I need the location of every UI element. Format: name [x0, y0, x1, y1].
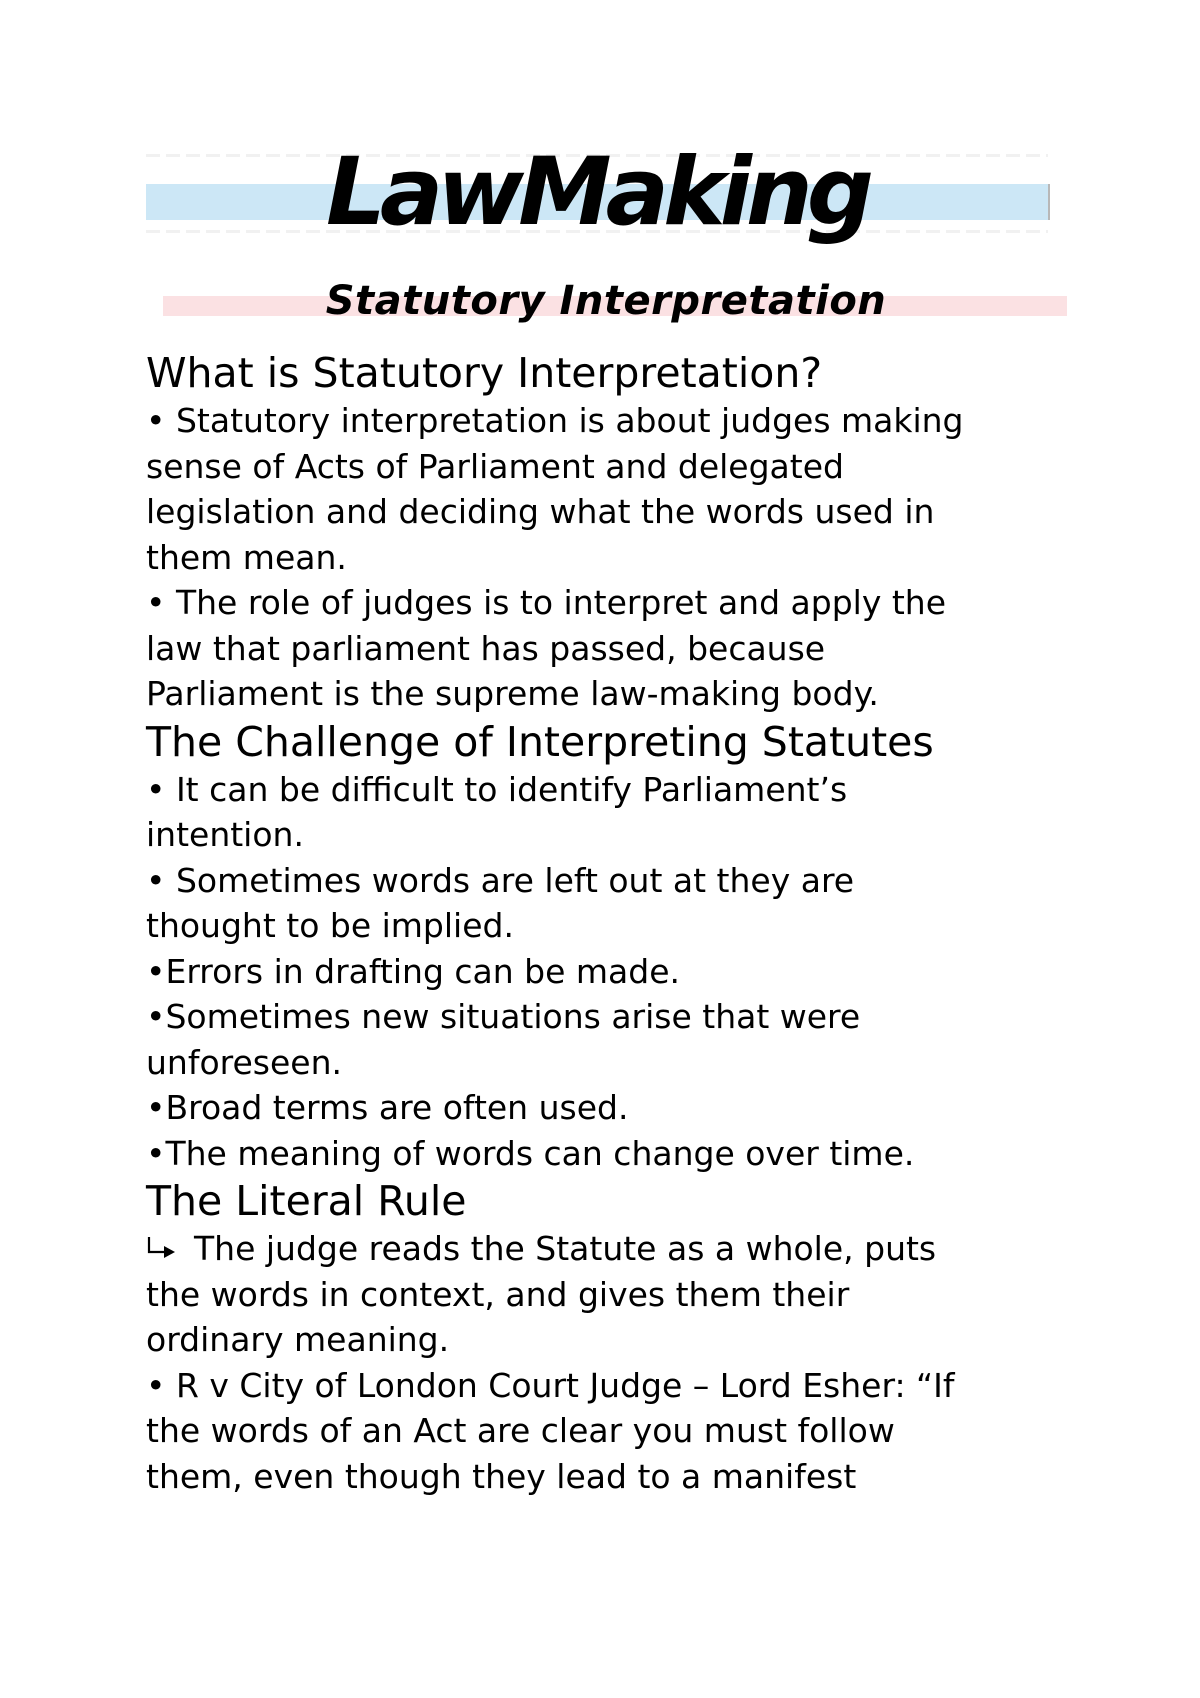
document-content — [146, 138, 1066, 1496]
body-line: unforeseen. — [146, 1042, 342, 1082]
body-line-arrow — [146, 1226, 1066, 1272]
body-line: • The role of judges is to interpret and apply the — [146, 583, 946, 622]
corner-arrow-icon — [146, 1236, 180, 1262]
body-line: ordinary meaning. — [146, 1320, 450, 1359]
body-line: the words of an Act are clear you must follow — [146, 1411, 895, 1450]
section-heading: The Challenge of Interpreting Statutes — [146, 717, 934, 766]
body-line: legislation and deciding what the words used in — [146, 492, 935, 531]
body-line: Parliament is the supreme law-making body. — [146, 674, 879, 713]
sections — [146, 348, 1066, 1499]
body-line: • Sometimes words are left out at they are — [146, 860, 855, 900]
body-line: the words in context, and gives them their — [146, 1274, 850, 1314]
body-line: law that parliament has passed, because — [146, 628, 826, 668]
body-line: •Sometimes new situations arise that were — [146, 997, 861, 1036]
body-line: •Errors in drafting can be made. — [146, 951, 681, 991]
section-heading: What is Statutory Interpretation? — [146, 349, 823, 397]
document-title: LawMaking — [325, 138, 869, 247]
body-line: •The meaning of words can change over time. — [146, 1133, 915, 1173]
body-line: •Broad terms are often used. — [146, 1088, 629, 1127]
title-block — [146, 138, 1066, 260]
document-subtitle: Statutory Interpretation — [325, 278, 887, 324]
section-challenge — [146, 717, 1066, 1177]
section-heading: The Literal Rule — [146, 1177, 467, 1225]
body-line: • Statutory interpretation is about judges making — [146, 401, 964, 440]
body-line: sense of Acts of Parliament and delegated — [146, 446, 844, 486]
body-line-text: The judge reads the Statute as a whole, puts — [194, 1229, 937, 1268]
body-line: thought to be implied. — [146, 906, 514, 945]
body-line: them, even though they lead to a manifest — [146, 1456, 857, 1496]
section-what-is — [146, 348, 1066, 717]
body-line: • R v City of London Court Judge – Lord Esher: “If — [146, 1365, 955, 1405]
body-line: intention. — [146, 815, 304, 854]
body-line: them mean. — [146, 537, 347, 577]
body-line: • It can be difficult to identify Parliament’s — [146, 769, 848, 809]
section-literal-rule — [146, 1176, 1066, 1499]
title-band-edge — [1048, 184, 1050, 220]
